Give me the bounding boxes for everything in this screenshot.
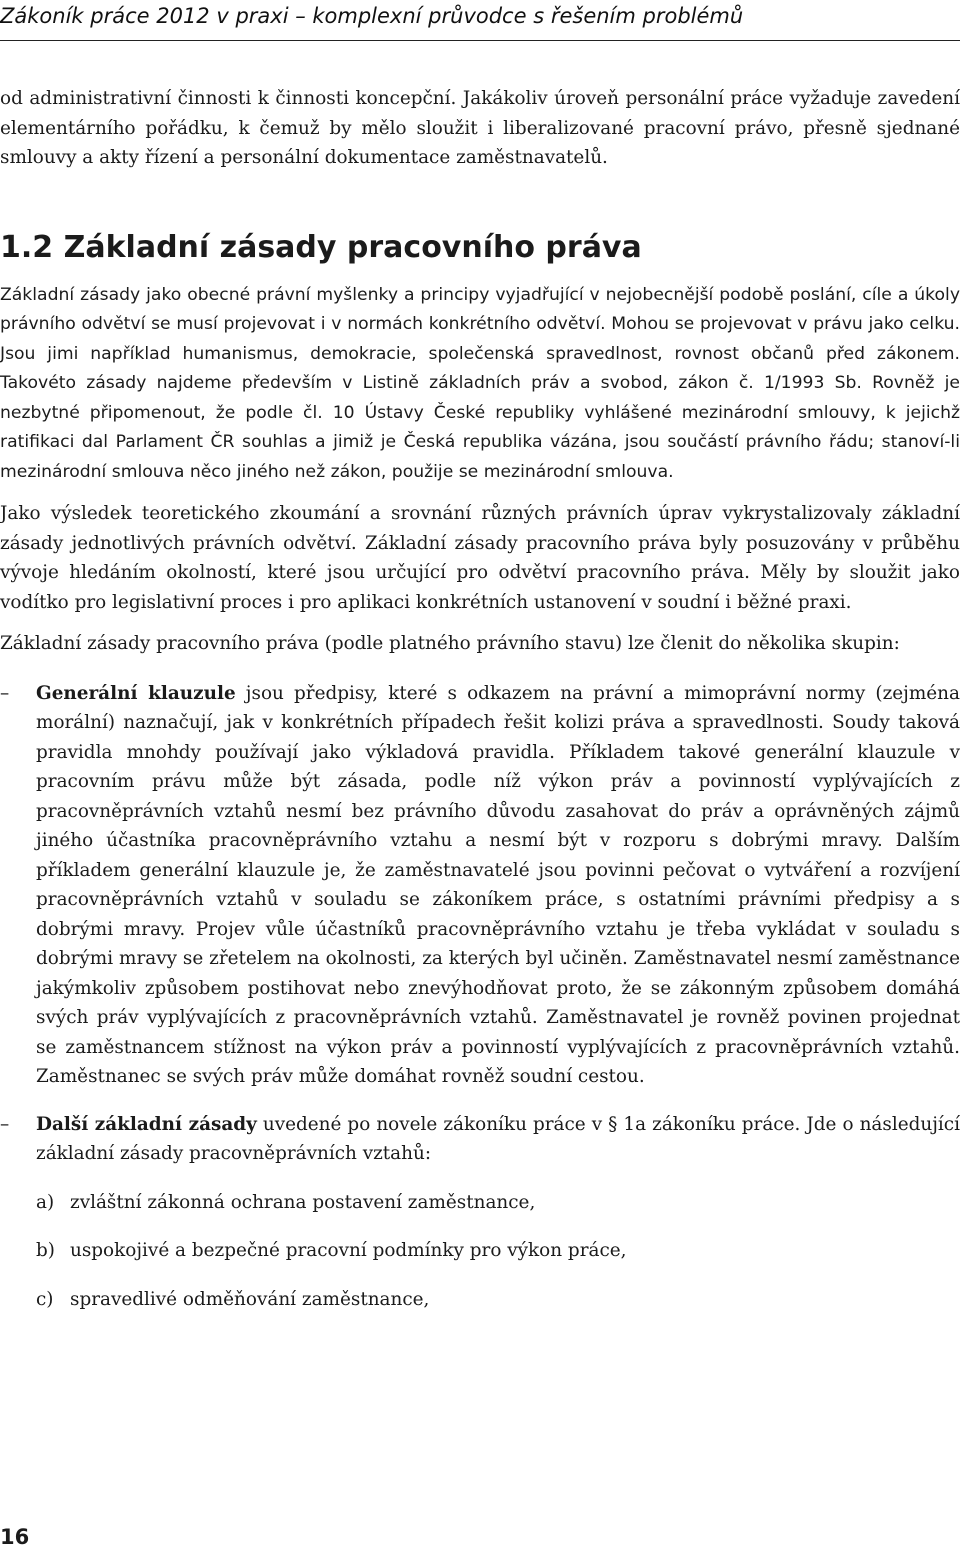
list-dash: – [0, 1113, 10, 1135]
enum-text: spravedlivé odměňování zaměstnance, [70, 1288, 430, 1310]
paragraph-continuation: od administrativní činnosti k činnosti koncepční. Jakákoliv úroveň personální práce vyžaduje zavedení elementárního pořádku, k čemuž by mělo sloužit i liberalizované pracovní právo, přesně sjednané smlouvy a akty řízení a personální dokumentace zaměstnavatelů. [0, 88, 960, 168]
enum-text: zvláštní zákonná ochrana postavení zaměstnance, [70, 1191, 536, 1213]
enum-marker: c) [36, 1288, 54, 1310]
paragraph-principles-intro: Základní zásady jako obecné právní myšlenky a principy vyjadřující v nejobecnější podobě poslání, cíle a úkoly právního odvětví se musí projevovat i v normách konkrétního odvětví. Mohou se projevovat v právu jako celku. Jsou jimi například humanismus, demokracie, společenská spravedlnost, rovnost občanů před zákonem. Takovéto zásady najdeme především v Listině základních práv a svobod, zákon č. 1/1993 Sb. Rovněž je nezbytné připomenout, že podle čl. 10 Ústavy České republiky vyhlášené mezinárodní smlouvy, k jejichž ratifikaci dal Parlament ČR souhlas a jimiž je Česká republika vázána, jsou součástí právního řádu; stanoví-li mezinárodní smlouva něco jiného než zákon, použije se mezinárodní smlouva. [0, 284, 960, 482]
header-rule [0, 40, 960, 41]
list-item-other-principles [0, 1110, 960, 1169]
enumerated-list [0, 1188, 960, 1315]
list-term: Další základní zásady [36, 1113, 257, 1135]
enum-item-a [0, 1188, 960, 1218]
list-text: uvedené po novele zákoníku práce v § 1a zákoníku práce. Jde o následující základní zásady pracovněprávních vztahů: [36, 1113, 960, 1164]
running-header: Zákoník práce 2012 v praxi – komplexní průvodce s řešením problémů [0, 4, 744, 28]
list-item-general-clauses [0, 679, 960, 1092]
enum-text: uspokojivé a bezpečné pracovní podmínky pro výkon práce, [70, 1240, 627, 1261]
section-heading: 1.2 Základní zásady pracovního práva [0, 229, 642, 265]
list-term: Generální klauzule [36, 682, 236, 704]
enum-marker: a) [36, 1191, 55, 1213]
enum-marker: b) [36, 1240, 55, 1261]
list-text: jsou předpisy, které s odkazem na právní a mimoprávní normy (zejména morální) naznačují, jak v konkrétních případech řešit kolizi práva a spravedlnosti. Soudy taková pravidla mnohdy používají jako výkladová pravidla. Příkladem takové generální klauzule v pracovním právu může být zásada, podle níž výkon práv a povinností vyplývajících z pracovněprávních vztahů nesmí bez právního důvodu zasahovat do práv a oprávněných zájmů jiného účastníka pracovněprávního vztahu a nesmí být v rozporu s dobrými mravy. Dalším příkladem generální klauzule je, že zaměstnavatelé jsou povinni pečovat o vytváření a rozvíjení pracovněprávních vztahů v souladu se zákoníkem práce, s ostatními právními předpisy a s dobrými mravy. Projev vůle účastníků pracovněprávního vztahu je třeba vykládat v souladu s dobrými mravy se zřetelem na okolnosti, za kterých byl učiněn. Zaměstnavatel nesmí zaměstnance jakýmkoliv způsobem postihovat nebo znevýhodňovat proto, že se zákonným způsobem domáhá svých práv vyplývajících z pracovněprávních vztahů. Zaměstnavatel je rovněž povinen projednat se zaměstnancem stížnost na výkon práv a povinností vyplývajících z pracovněprávních vztahů. Zaměstnanec se svých práv může domáhat rovněž soudní cestou. [36, 682, 960, 1087]
paragraph-groups: Základní zásady pracovního práva (podle platného právního stavu) lze členit do několika skupin: [0, 633, 900, 654]
page-number: 16 [0, 1525, 30, 1549]
paragraph-theory: Jako výsledek teoretického zkoumání a srovnání různých právních úprav vykrystalizovaly základní zásady jednotlivých právních odvětví. Základní zásady pracovního práva byly posuzovány v průběhu vývoje hledáním okolností, které jsou určující pro odvětví pracovního práva. Měly by sloužit jako vodítko pro legislativní proces i pro aplikaci konkrétních ustanovení v soudní i běžné praxi. [0, 503, 960, 613]
list-dash: – [0, 682, 10, 704]
enum-item-c [0, 1285, 960, 1315]
page-content [0, 84, 960, 1314]
enum-item-b [0, 1236, 960, 1266]
